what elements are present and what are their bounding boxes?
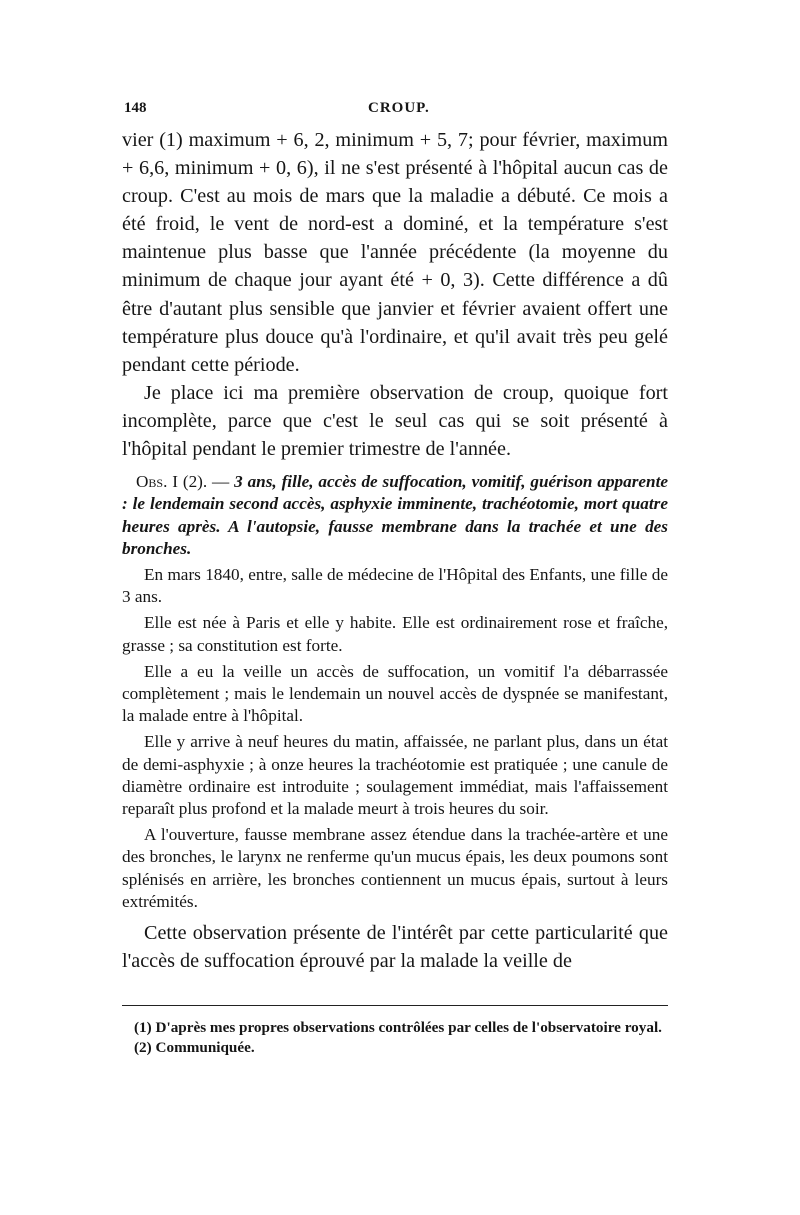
observation-title: 3 ans, fille, accès de suffocation, vomitif, guérison apparente : le lendemain second accès, asphyxie imminente, trachéotomie, mort quatre heures après. A l'autopsie, fausse membrane dans la trachée et une des bronches. xyxy=(122,472,669,558)
observation-paragraph: En mars 1840, entre, salle de médecine de l'Hôpital des Enfants, une fille de 3 ans. xyxy=(122,564,668,607)
book-page xyxy=(122,96,668,1058)
footnote-divider xyxy=(122,1005,668,1006)
page-number: 148 xyxy=(124,100,147,116)
observation-paragraph: Elle est née à Paris et elle y habite. Elle est ordinairement rose et fraîche, grasse ; sa constitution est forte. xyxy=(122,613,668,655)
observation-paragraph: A l'ouverture, fausse membrane assez étendue dans la trachée-artère et une des bronches, le larynx ne renferme qu'un mucus épais, les deux poumons sont splénisés en arrière, les bronches contiennent un mucus épais, surtout à leurs extrémités. xyxy=(122,825,668,911)
footnote: (2) Communiquée. xyxy=(134,1039,255,1057)
closing-paragraph: Cette observation présente de l'intérêt par cette particularité que l'accès de suffocation éprouvé par la malade la veille de xyxy=(122,921,668,973)
running-title: CROUP. xyxy=(368,100,430,116)
footnote: (1) D'après mes propres observations contrôlées par celles de l'observatoire royal. xyxy=(134,1019,662,1037)
observation-heading xyxy=(122,471,668,560)
running-head xyxy=(122,96,668,126)
observation-paragraph: Elle y arrive à neuf heures du matin, affaissée, ne parlant plus, dans un état de demi-asphyxie ; à onze heures la trachéotomie est pratiquée ; une canule de diamètre ordinaire est introduite ; soulagement immédiat, mais l'affaissement reparaît plus profond et la malade meurt à trois heures du soir. xyxy=(122,732,668,818)
body-paragraph: Je place ici ma première observation de croup, quoique fort incomplète, parce que c'est le seul cas qui se soit présenté à l'hôpital pendant le premier trimestre de l'année. xyxy=(122,381,668,461)
observation-paragraph: Elle a eu la veille un accès de suffocation, un vomitif l'a débarrassée complètement ; mais le lendemain un nouvel accès de dyspnée se manifestant, la malade entre à l'hôpital. xyxy=(122,661,668,726)
body-paragraph: vier (1) maximum + 6, 2, minimum + 5, 7; pour février, maximum + 6,6, minimum + 0, 6), il ne s'est présenté à l'hôpital aucun cas de croup. C'est au mois de mars que la maladie a débuté. Ce mois a été froid, le vent de nord-est a dominé, et la température s'est maintenue plus basse que l'année précédente (la moyenne du minimum de chaque jour ayant été + 0, 3). Cette différence a dû être d'autant plus sensible que janvier et février avaient offert une température plus douce qu'à l'ordinaire, et qu'il avait très peu gelé pendant cette période. xyxy=(122,129,668,376)
observation-label: Obs. I (2). — xyxy=(136,472,230,492)
